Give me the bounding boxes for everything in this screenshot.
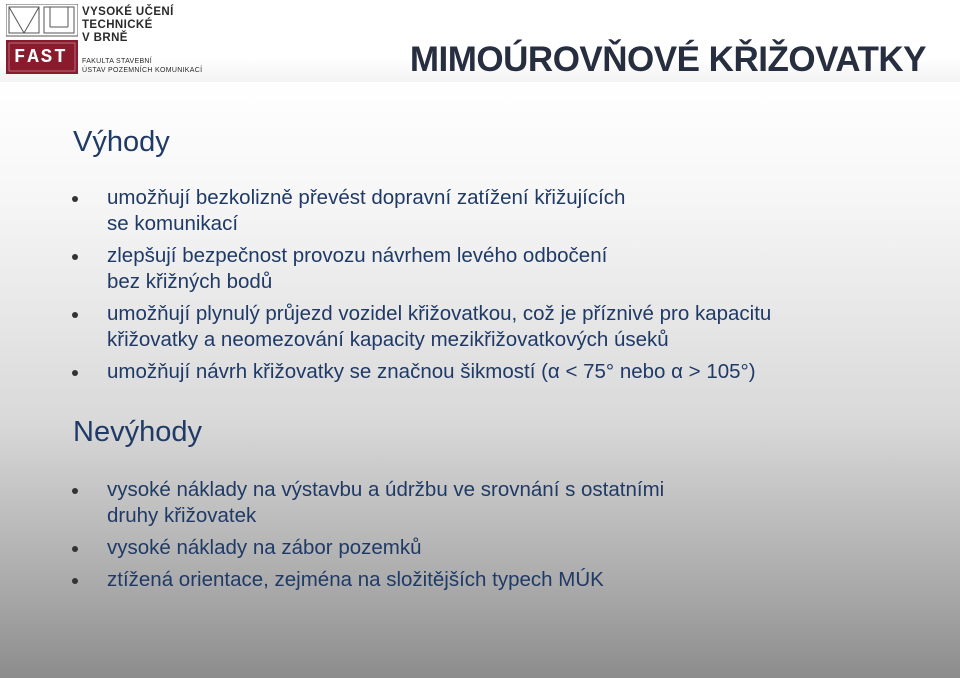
list-item-text: ztížená orientace, zejména na složitějších typech MÚK <box>107 568 604 591</box>
bullet-icon <box>72 488 78 494</box>
list-item-text: umožňují návrh křižovatky se značnou šikmostí (α < 75° nebo α > 105°) <box>107 360 756 383</box>
list-item-text: vysoké náklady na zábor pozemků <box>107 536 422 559</box>
slide-title: MIMOÚROVŇOVÉ KŘIŽOVATKY <box>409 40 926 79</box>
list-item-text: umožňují plynulý průjezd vozidel křižovatkou, což je příznivé pro kapacitu <box>107 302 772 325</box>
faculty-name <box>82 57 202 75</box>
faculty-name-line: FAKULTA STAVEBNÍ <box>82 58 153 65</box>
advantages-heading: Výhody <box>73 126 170 158</box>
faculty-name-line: ÚSTAV POZEMNÍCH KOMUNIKACÍ <box>82 67 203 74</box>
list-item <box>72 535 664 561</box>
list-item-text: bez křižných bodů <box>107 270 273 293</box>
university-name-line: V BRNĚ <box>82 32 128 44</box>
bullet-icon <box>72 196 78 202</box>
list-item-text: druhy křižovatek <box>107 504 257 527</box>
university-name-line: TECHNICKÉ <box>82 19 153 31</box>
list-item <box>72 567 664 593</box>
bullet-icon <box>72 312 78 318</box>
list-item <box>72 359 771 385</box>
list-item-text: křižovatky a neomezování kapacity mezikřižovatkových úseků <box>107 328 669 351</box>
logo-emblem-text: FAST <box>14 46 68 68</box>
list-item <box>72 243 771 295</box>
university-name-line: VYSOKÉ UČENÍ <box>82 6 174 18</box>
list-item-text: umožňují bezkolizně převést dopravní zatížení křižujících <box>107 186 626 209</box>
bullet-icon <box>72 578 78 584</box>
list-item <box>72 301 771 353</box>
bullet-icon <box>72 370 78 376</box>
list-item <box>72 477 664 529</box>
university-logo <box>6 4 206 78</box>
list-item-text: zlepšují bezpečnost provozu návrhem levého odbočení <box>107 244 608 267</box>
disadvantages-heading: Nevýhody <box>73 416 202 448</box>
advantages-list <box>72 185 771 385</box>
list-item <box>72 185 771 237</box>
bullet-icon <box>72 546 78 552</box>
disadvantages-list <box>72 477 664 593</box>
bullet-icon <box>72 254 78 260</box>
list-item-text: se komunikací <box>107 212 239 235</box>
university-name <box>82 6 174 45</box>
list-item-text: vysoké náklady na výstavbu a údržbu ve srovnání s ostatními <box>107 478 665 501</box>
